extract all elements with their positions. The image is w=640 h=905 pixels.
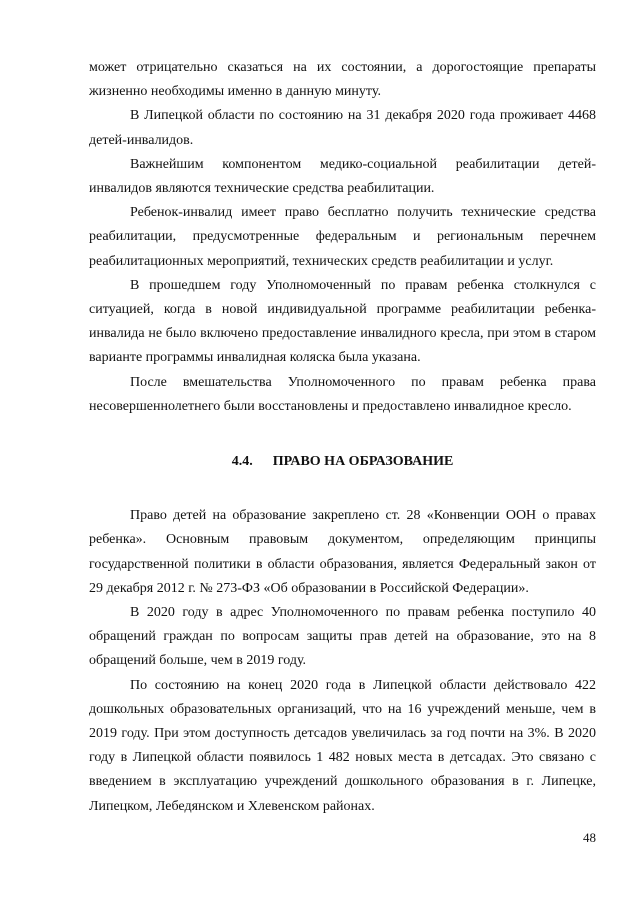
paragraph-preschool-statistics: По состоянию на конец 2020 года в Липецкой области действовало 422 дошкольных образовательных организаций, что на 16 учреждений меньше, чем в 2019 году. При этом доступность детсадов увеличилась за год почти на 3%. В 2020 году в Липецкой области появилось 1 482 новых места в детсадах. Это связано с введением в эксплуатацию учреждений дошкольного образования в г. Липецке, Липецком, Лебедянском и Хлевенском районах. <box>89 677 596 814</box>
paragraph-wheelchair-case: В прошедшем году Уполномоченный по правам ребенка столкнулся с ситуацией, когда в новой индивидуальной программе реабилитации ребенка-инвалида не было включено предоставление инвалидного кресла, при этом в старом варианте программы инвалидная коляска была указана. <box>89 277 596 366</box>
section-number: 4.4. <box>231 454 253 470</box>
page-number: 48 <box>583 830 596 845</box>
paragraph-education-right: Право детей на образование закреплено ст. 28 «Конвенции ООН о правах ребенка». Основным правовым документом, определяющим принципы государственной политики в области образования, является Федеральный закон от 29 декабря 2012 г. № 273-ФЗ «Об образовании в Российской Федерации». <box>89 508 596 596</box>
section-heading <box>89 450 596 474</box>
paragraph-continuation: может отрицательно сказаться на их состоянии, а дорогостоящие препараты жизненно необходимы именно в данную минуту. <box>89 60 596 100</box>
page-content <box>89 56 596 819</box>
paragraph-rights-restored: После вмешательства Уполномоченного по правам ребенка права несовершеннолетнего были восстановлены и предоставлено инвалидное кресло. <box>89 374 596 414</box>
section-title: ПРАВО НА ОБРАЗОВАНИЕ <box>272 454 454 470</box>
paragraph-rehabilitation-means: Важнейшим компонентом медико-социальной реабилитации детей-инвалидов являются технические средства реабилитации. <box>89 156 596 197</box>
paragraph-education-appeals: В 2020 году в адрес Уполномоченного по правам ребенка поступило 40 обращений граждан по вопросам защиты прав детей на образование, это на 8 обращений больше, чем в 2019 году. <box>89 605 596 669</box>
paragraph-disabled-children-count: В Липецкой области по состоянию на 31 декабря 2020 года проживает 4468 детей-инвалидов. <box>89 108 596 148</box>
paragraph-free-rehabilitation-right: Ребенок-инвалид имеет право бесплатно получить технические средства реабилитации, предусмотренные федеральным и региональным перечнем реабилитационных мероприятий, технических средств реабилитации и услуг. <box>89 205 596 269</box>
